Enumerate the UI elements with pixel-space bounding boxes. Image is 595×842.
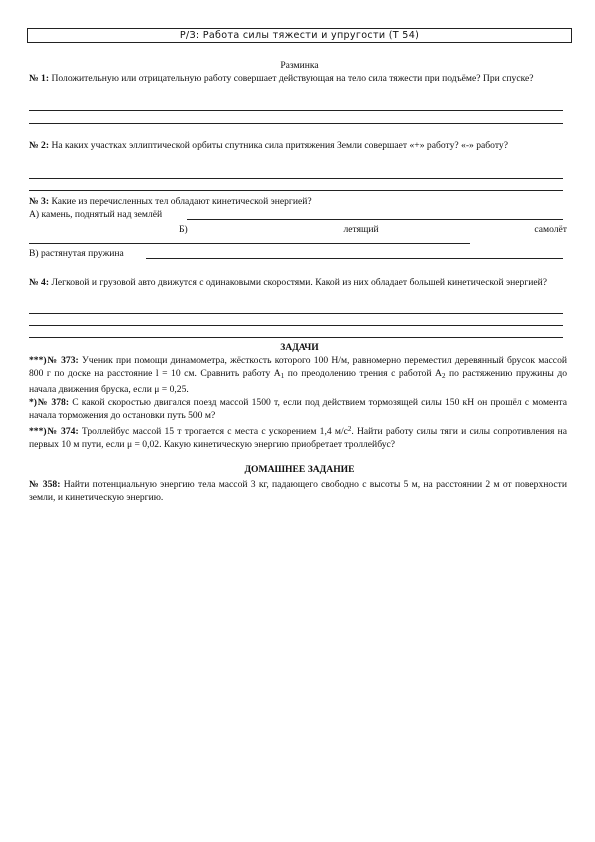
option-b (29, 224, 567, 235)
question-3 (29, 195, 567, 208)
option-a: А) камень, поднятый над землёй (29, 209, 163, 220)
task-378-text: С какой скоростью двигался поезд массой 1500 т, если под действием тормозящей силы 150 кН он прошёл с момента начала торможения до остановки путь 500 м? (29, 397, 567, 421)
warmup-heading: Разминка (280, 60, 319, 71)
answer-line[interactable] (29, 313, 563, 314)
task-373-text: по растяжению пружины до начала движения бруска, если μ = 0,25. (29, 368, 568, 395)
tasks-heading: ЗАДАЧИ (280, 342, 319, 353)
answer-line[interactable] (29, 337, 563, 338)
task-374 (29, 423, 567, 451)
question-4-number: № 4: (29, 277, 50, 288)
question-2 (29, 139, 567, 152)
task-374-number: № 374: (46, 426, 79, 437)
task-374-text: . Найти работу силы тяги и силы сопротивления на первых 10 м пути, если μ = 0,02. Какую кинетическую энергию приобретает троллейбус? (29, 426, 567, 450)
option-b-label: Б) (179, 224, 188, 235)
task-373-prefix: ***) (29, 355, 47, 366)
option-b-word: летящий (343, 224, 379, 235)
answer-line[interactable] (146, 258, 563, 259)
answer-line[interactable] (29, 178, 563, 179)
answer-line[interactable] (29, 123, 563, 124)
task-378-number: № 378: (37, 397, 70, 408)
question-1-number: № 1: (29, 73, 50, 84)
task-373-text: по преодолению трения с работой A (284, 368, 442, 379)
task-373-subscript: 1 (280, 372, 285, 380)
task-374-prefix: ***) (29, 426, 47, 437)
task-373-subscript: 2 (441, 372, 446, 380)
homework-358 (29, 478, 567, 504)
question-3-number: № 3: (29, 196, 50, 207)
answer-line[interactable] (29, 190, 563, 191)
answer-line[interactable] (29, 110, 563, 111)
question-2-number: № 2: (29, 140, 50, 151)
question-3-text: Какие из перечисленных тел обладают кинетической энергией? (51, 196, 312, 207)
question-2-text: На каких участках эллиптической орбиты спутника сила притяжения Земли совершает «+» работу? «-» работу? (51, 140, 508, 151)
question-1 (29, 72, 567, 85)
answer-line[interactable] (187, 219, 563, 220)
task-378-prefix: *) (29, 397, 37, 408)
answer-line[interactable] (29, 325, 563, 326)
task-374-superscript: 2 (347, 425, 352, 433)
task-373-number: № 373: (46, 355, 79, 366)
homework-358-number: № 358: (29, 479, 61, 490)
homework-heading: ДОМАШНЕЕ ЗАДАНИЕ (244, 464, 355, 475)
task-378 (29, 396, 567, 422)
worksheet-title: Р/З: Работа силы тяжести и упругости (Т 54) (27, 28, 572, 43)
question-4-text: Легковой и грузовой авто движутся с одинаковыми скоростями. Какой из них обладает большей кинетической энергией? (51, 277, 547, 288)
answer-line[interactable] (29, 243, 470, 244)
task-373-text: Ученик при помощи динамометра, жёсткость которого 100 Н/м, равномерно переместил деревянный брусок массой 800 г по доске на расстояние l = 10 см. Сравнить работу A (29, 355, 567, 379)
question-1-text: Положительную или отрицательную работу совершает действующая на тело сила тяжести при подъёме? При спуске? (51, 73, 534, 84)
homework-358-text: Найти потенциальную энергию тела массой 3 кг, падающего свободно с высоты 5 м, на расстоянии 2 м от поверхности земли, и кинетическую энергию. (29, 479, 568, 503)
task-373 (29, 354, 567, 396)
option-b-word: самолёт (534, 224, 567, 235)
question-4 (29, 276, 567, 289)
task-374-text: Троллейбус массой 15 т трогается с места с ускорением 1,4 м/с (81, 426, 348, 437)
option-c: В) растянутая пружина (29, 248, 124, 259)
